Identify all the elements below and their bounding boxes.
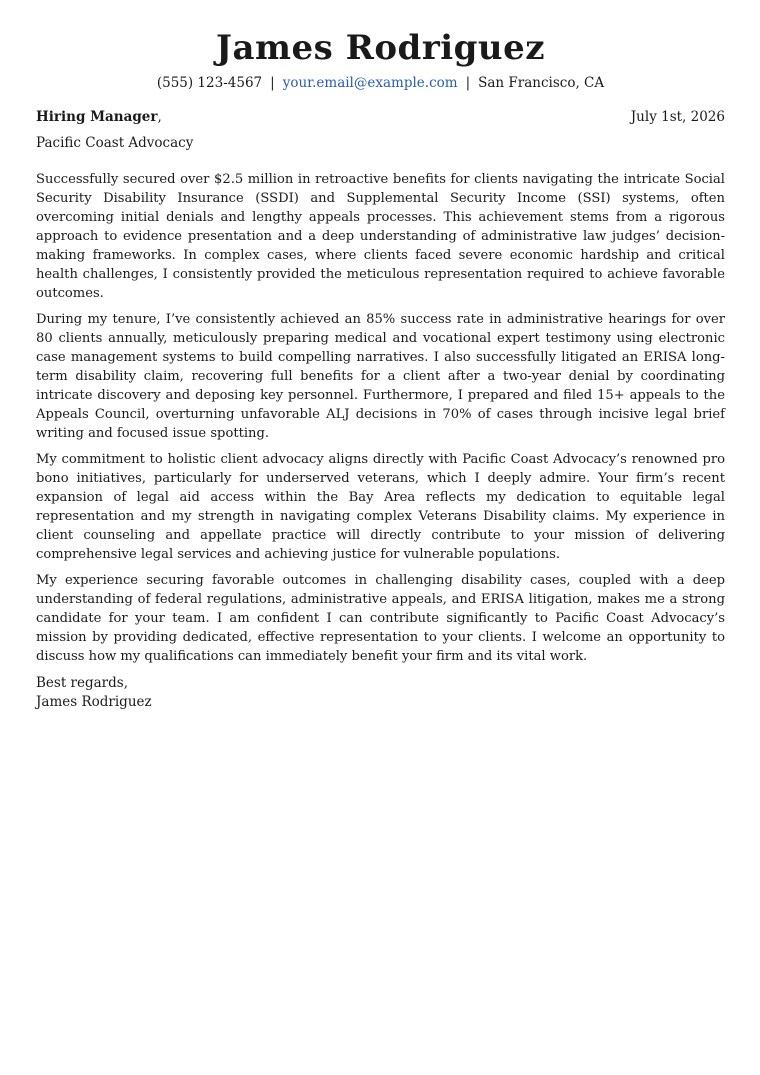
recipient-row <box>36 108 725 126</box>
email-link[interactable]: your.email@example.com <box>282 75 458 91</box>
letter-closing <box>36 674 725 712</box>
body-paragraph: My experience securing favorable outcomes in challenging disability cases, coupled with a deep understanding of federal regulations, administrative appeals, and ERISA litigation, makes me a strong candidate for your team. I am confident I can contribute significantly to Pacific Coast Advocacy’s mission by providing dedicated, effective representation to your clients. I welcome an opportunity to discuss how my qualifications can immediately benefit your firm and its vital work. <box>36 573 725 664</box>
body-paragraph: Successfully secured over $2.5 million in retroactive benefits for clients navigating the intricate Social Security Disability Insurance (SSDI) and Supplemental Security Income (SSI) systems, often overcoming initial denials and lengthy appeals processes. This achievement stems from a rigorous approach to evidence presentation and a deep understanding of administrative law judges’ decision-making frameworks. In complex cases, where clients faced severe economic hardship and critical health challenges, I consistently provided the meticulous representation required to achieve favorable outcomes. <box>36 172 725 301</box>
recipient-suffix: , <box>157 109 162 125</box>
contact-separator: | <box>465 75 471 91</box>
contact-line <box>36 74 725 92</box>
signature-name: James Rodriguez <box>36 694 152 710</box>
contact-separator: | <box>270 75 275 91</box>
letter-body <box>36 170 725 666</box>
recipient-line <box>36 108 162 126</box>
closing-salutation: Best regards, <box>36 675 129 691</box>
cover-letter-page <box>36 28 725 712</box>
letter-date: July 1st, 2026 <box>630 109 725 125</box>
applicant-name: James Rodriguez <box>215 28 546 68</box>
body-paragraph: During my tenure, I’ve consistently achieved an 85% success rate in administrative hearings for over 80 clients annually, meticulously preparing medical and vocational expert testimony using electronic case management systems to build compelling narratives. I also successfully litigated an ERISA long-term disability claim, recovering full benefits for a client after a two-year denial by coordinating intricate discovery and deposing key personnel. Furthermore, I prepared and filed 15+ appeals to the Appeals Council, overturning unfavorable ALJ decisions in 70% of cases through incisive legal brief writing and focused issue spotting. <box>36 312 725 441</box>
location: San Francisco, CA <box>478 75 605 91</box>
body-paragraph: My commitment to holistic client advocacy aligns directly with Pacific Coast Advocacy’s renowned pro bono initiatives, particularly for underserved veterans, which I deeply admire. Your firm’s recent expansion of legal aid access within the Bay Area reflects my dedication to equitable legal representation and my strength in navigating complex Veterans Disability claims. My experience in client counseling and appellate practice will directly contribute to your mission of delivering comprehensive legal services and achieving justice for vulnerable populations. <box>36 452 725 562</box>
recipient-name: Hiring Manager <box>36 109 158 125</box>
recipient-company: Pacific Coast Advocacy <box>36 135 194 151</box>
phone-number: (555) 123-4567 <box>156 75 263 91</box>
